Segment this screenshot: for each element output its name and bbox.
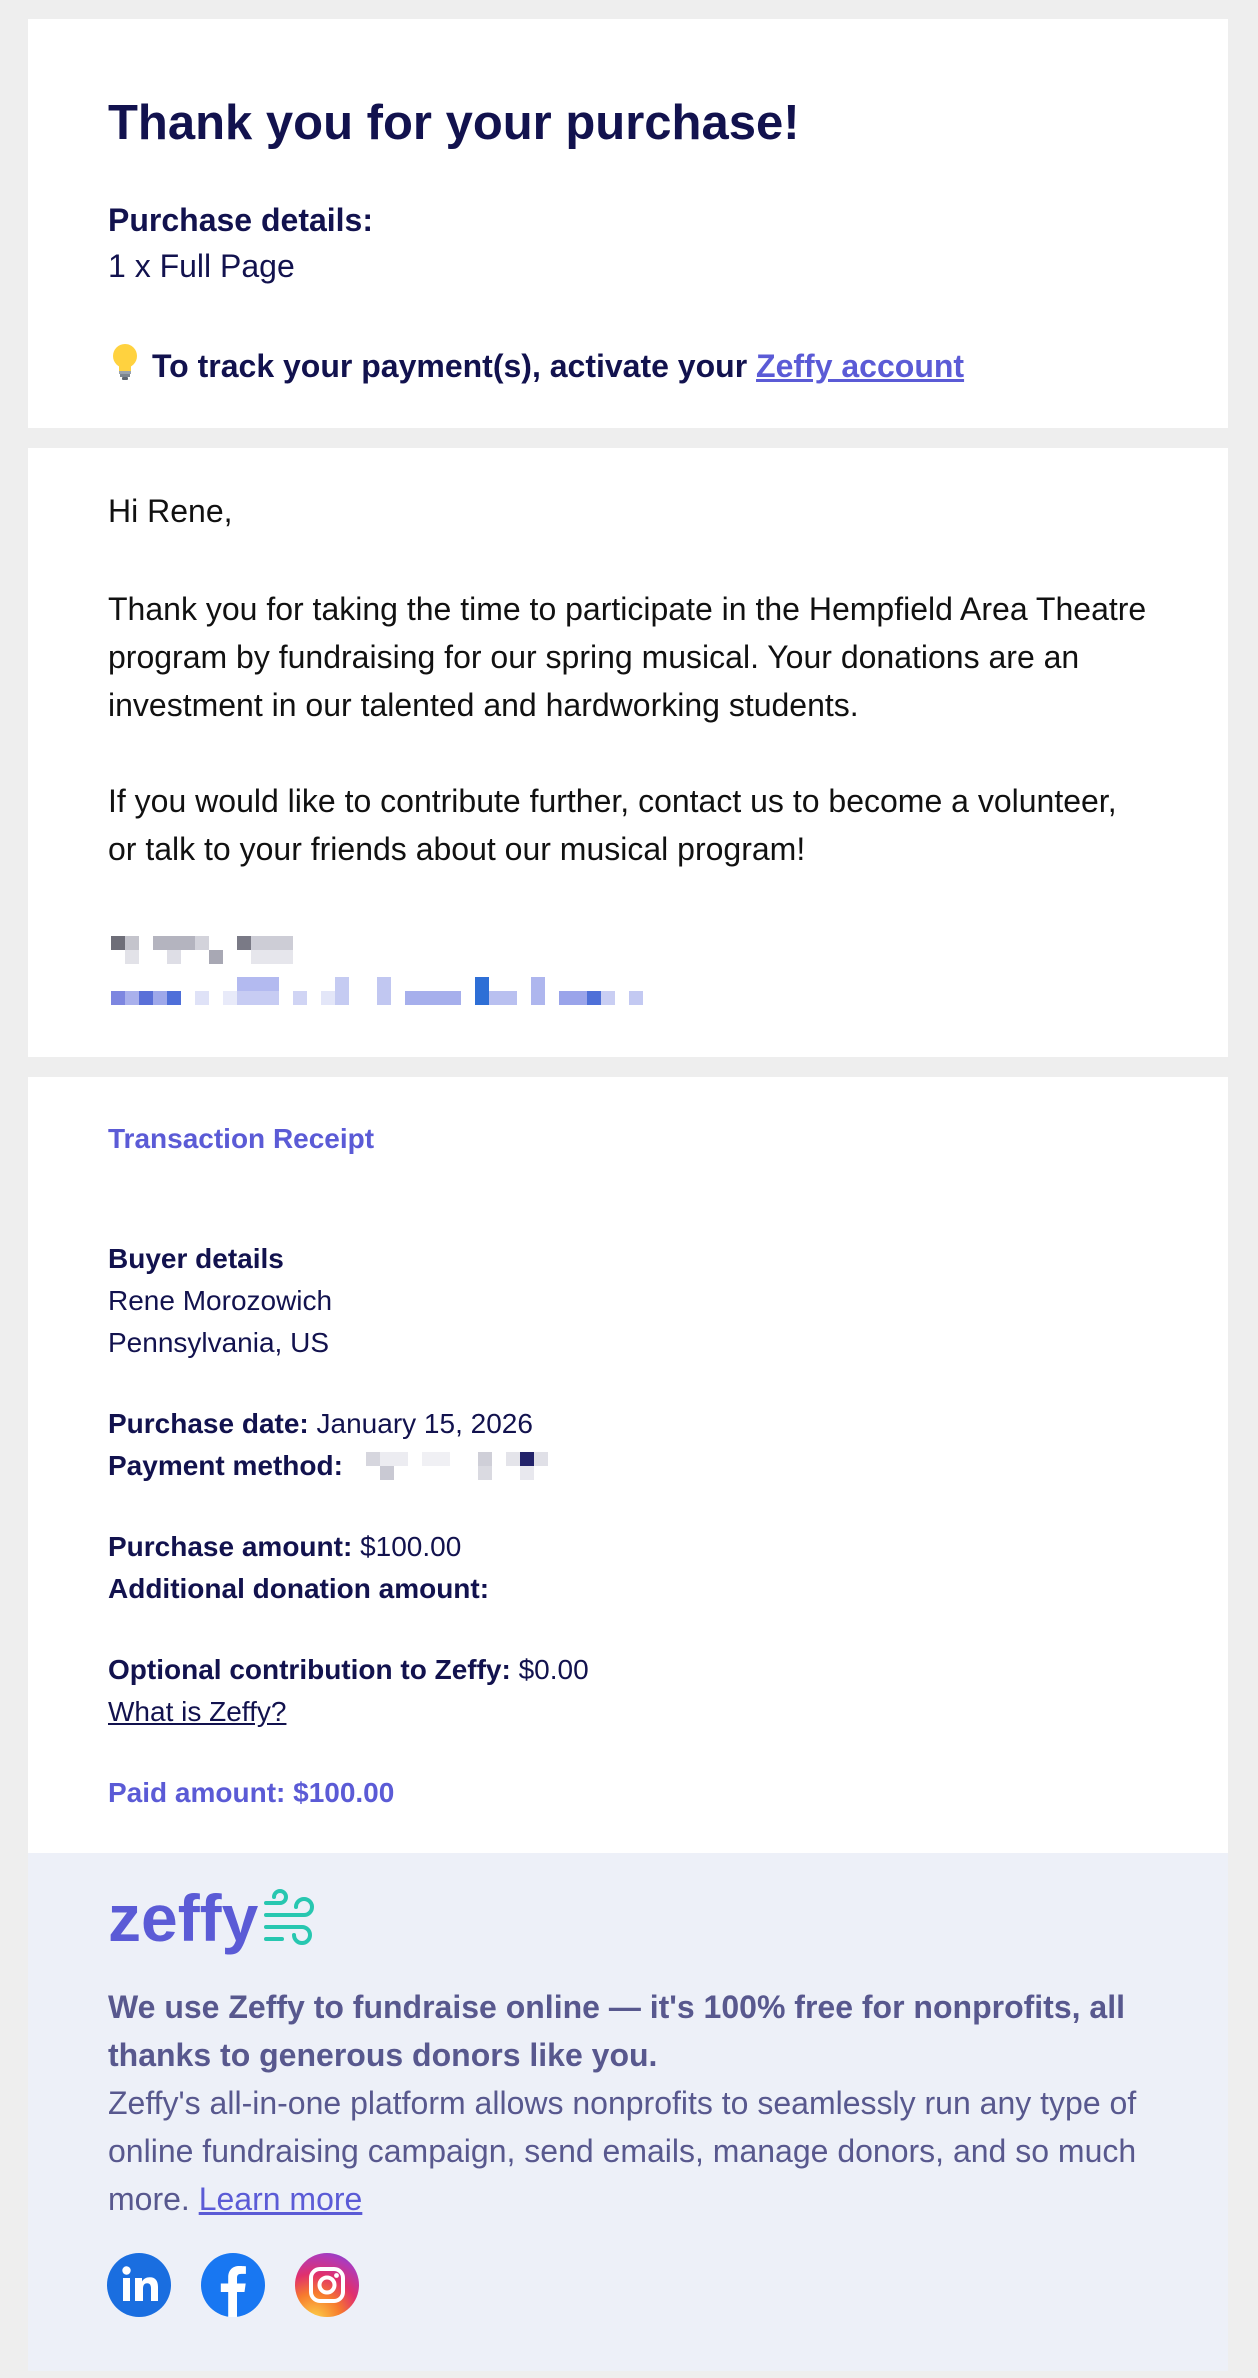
buyer-name: Rene Morozowich (108, 1285, 333, 1316)
receipt-title: Transaction Receipt (108, 1123, 375, 1154)
purchase-details-value: 1 x Full Page (108, 248, 295, 284)
learn-more-link[interactable]: Learn more (198, 2181, 363, 2217)
facebook-icon[interactable] (201, 2253, 265, 2317)
zeffy-footer (28, 1853, 1228, 2371)
footer-description-text: Zeffy's all-in-one platform allows nonprofits to seamlessly run any type of online fundraising campaign, send emails, manage donors, and so much more. (108, 2085, 1137, 2217)
message-paragraph-2: If you would like to contribute further, contact us to become a volunteer, or talk to your friends about our musical program! (108, 783, 1117, 867)
footer-description (108, 2079, 1168, 2223)
paid-amount: Paid amount: $100.00 (108, 1777, 395, 1808)
contribution-label: Optional contribution to Zeffy: (108, 1654, 511, 1685)
message-card (28, 448, 1228, 1057)
payment-method-label: Payment method: (108, 1450, 343, 1481)
footer-tagline: We use Zeffy to fundraise online — it's 100% free for nonprofits, all thanks to generous donors like you. (108, 1989, 1125, 2073)
purchase-amount-value: $100.00 (360, 1531, 462, 1562)
page-title: Thank you for your purchase! (108, 96, 800, 150)
buyer-details-label: Buyer details (108, 1243, 284, 1274)
zeffy-wind-icon (108, 1889, 318, 1959)
buyer-location: Pennsylvania, US (108, 1327, 330, 1358)
transaction-receipt-card (28, 1077, 1228, 1853)
purchase-date-row (108, 1408, 533, 1440)
track-payment-text: To track your payment(s), activate your (152, 348, 757, 384)
purchase-date-value: January 15, 2026 (316, 1408, 533, 1439)
purchase-amount-row (108, 1531, 461, 1563)
zeffy-account-link[interactable]: Zeffy account (756, 348, 965, 384)
zeffy-logo[interactable] (108, 1889, 318, 1964)
purchase-header-card (28, 19, 1228, 428)
greeting: Hi Rene, (108, 493, 233, 529)
contribution-row (108, 1654, 589, 1686)
track-payment-line (108, 343, 964, 385)
instagram-icon[interactable] (295, 2253, 359, 2317)
linkedin-icon[interactable] (107, 2253, 171, 2317)
purchase-details-label: Purchase details: (108, 202, 373, 238)
purchase-date-label: Purchase date: (108, 1408, 309, 1439)
lightbulb-icon (108, 343, 142, 381)
contribution-value: $0.00 (518, 1654, 589, 1685)
purchase-amount-label: Purchase amount: (108, 1531, 353, 1562)
message-paragraph-1: Thank you for taking the time to participate in the Hempfield Area Theatre program by fundraising for our spring musical. Your donations are an investment in our talented and hardworking students. (108, 591, 1147, 723)
payment-method-row (108, 1450, 343, 1482)
zeffy-logo-text: zeffy (108, 1889, 259, 1955)
what-is-zeffy-link[interactable]: What is Zeffy? (108, 1696, 287, 1727)
additional-donation-label: Additional donation amount: (108, 1573, 490, 1604)
